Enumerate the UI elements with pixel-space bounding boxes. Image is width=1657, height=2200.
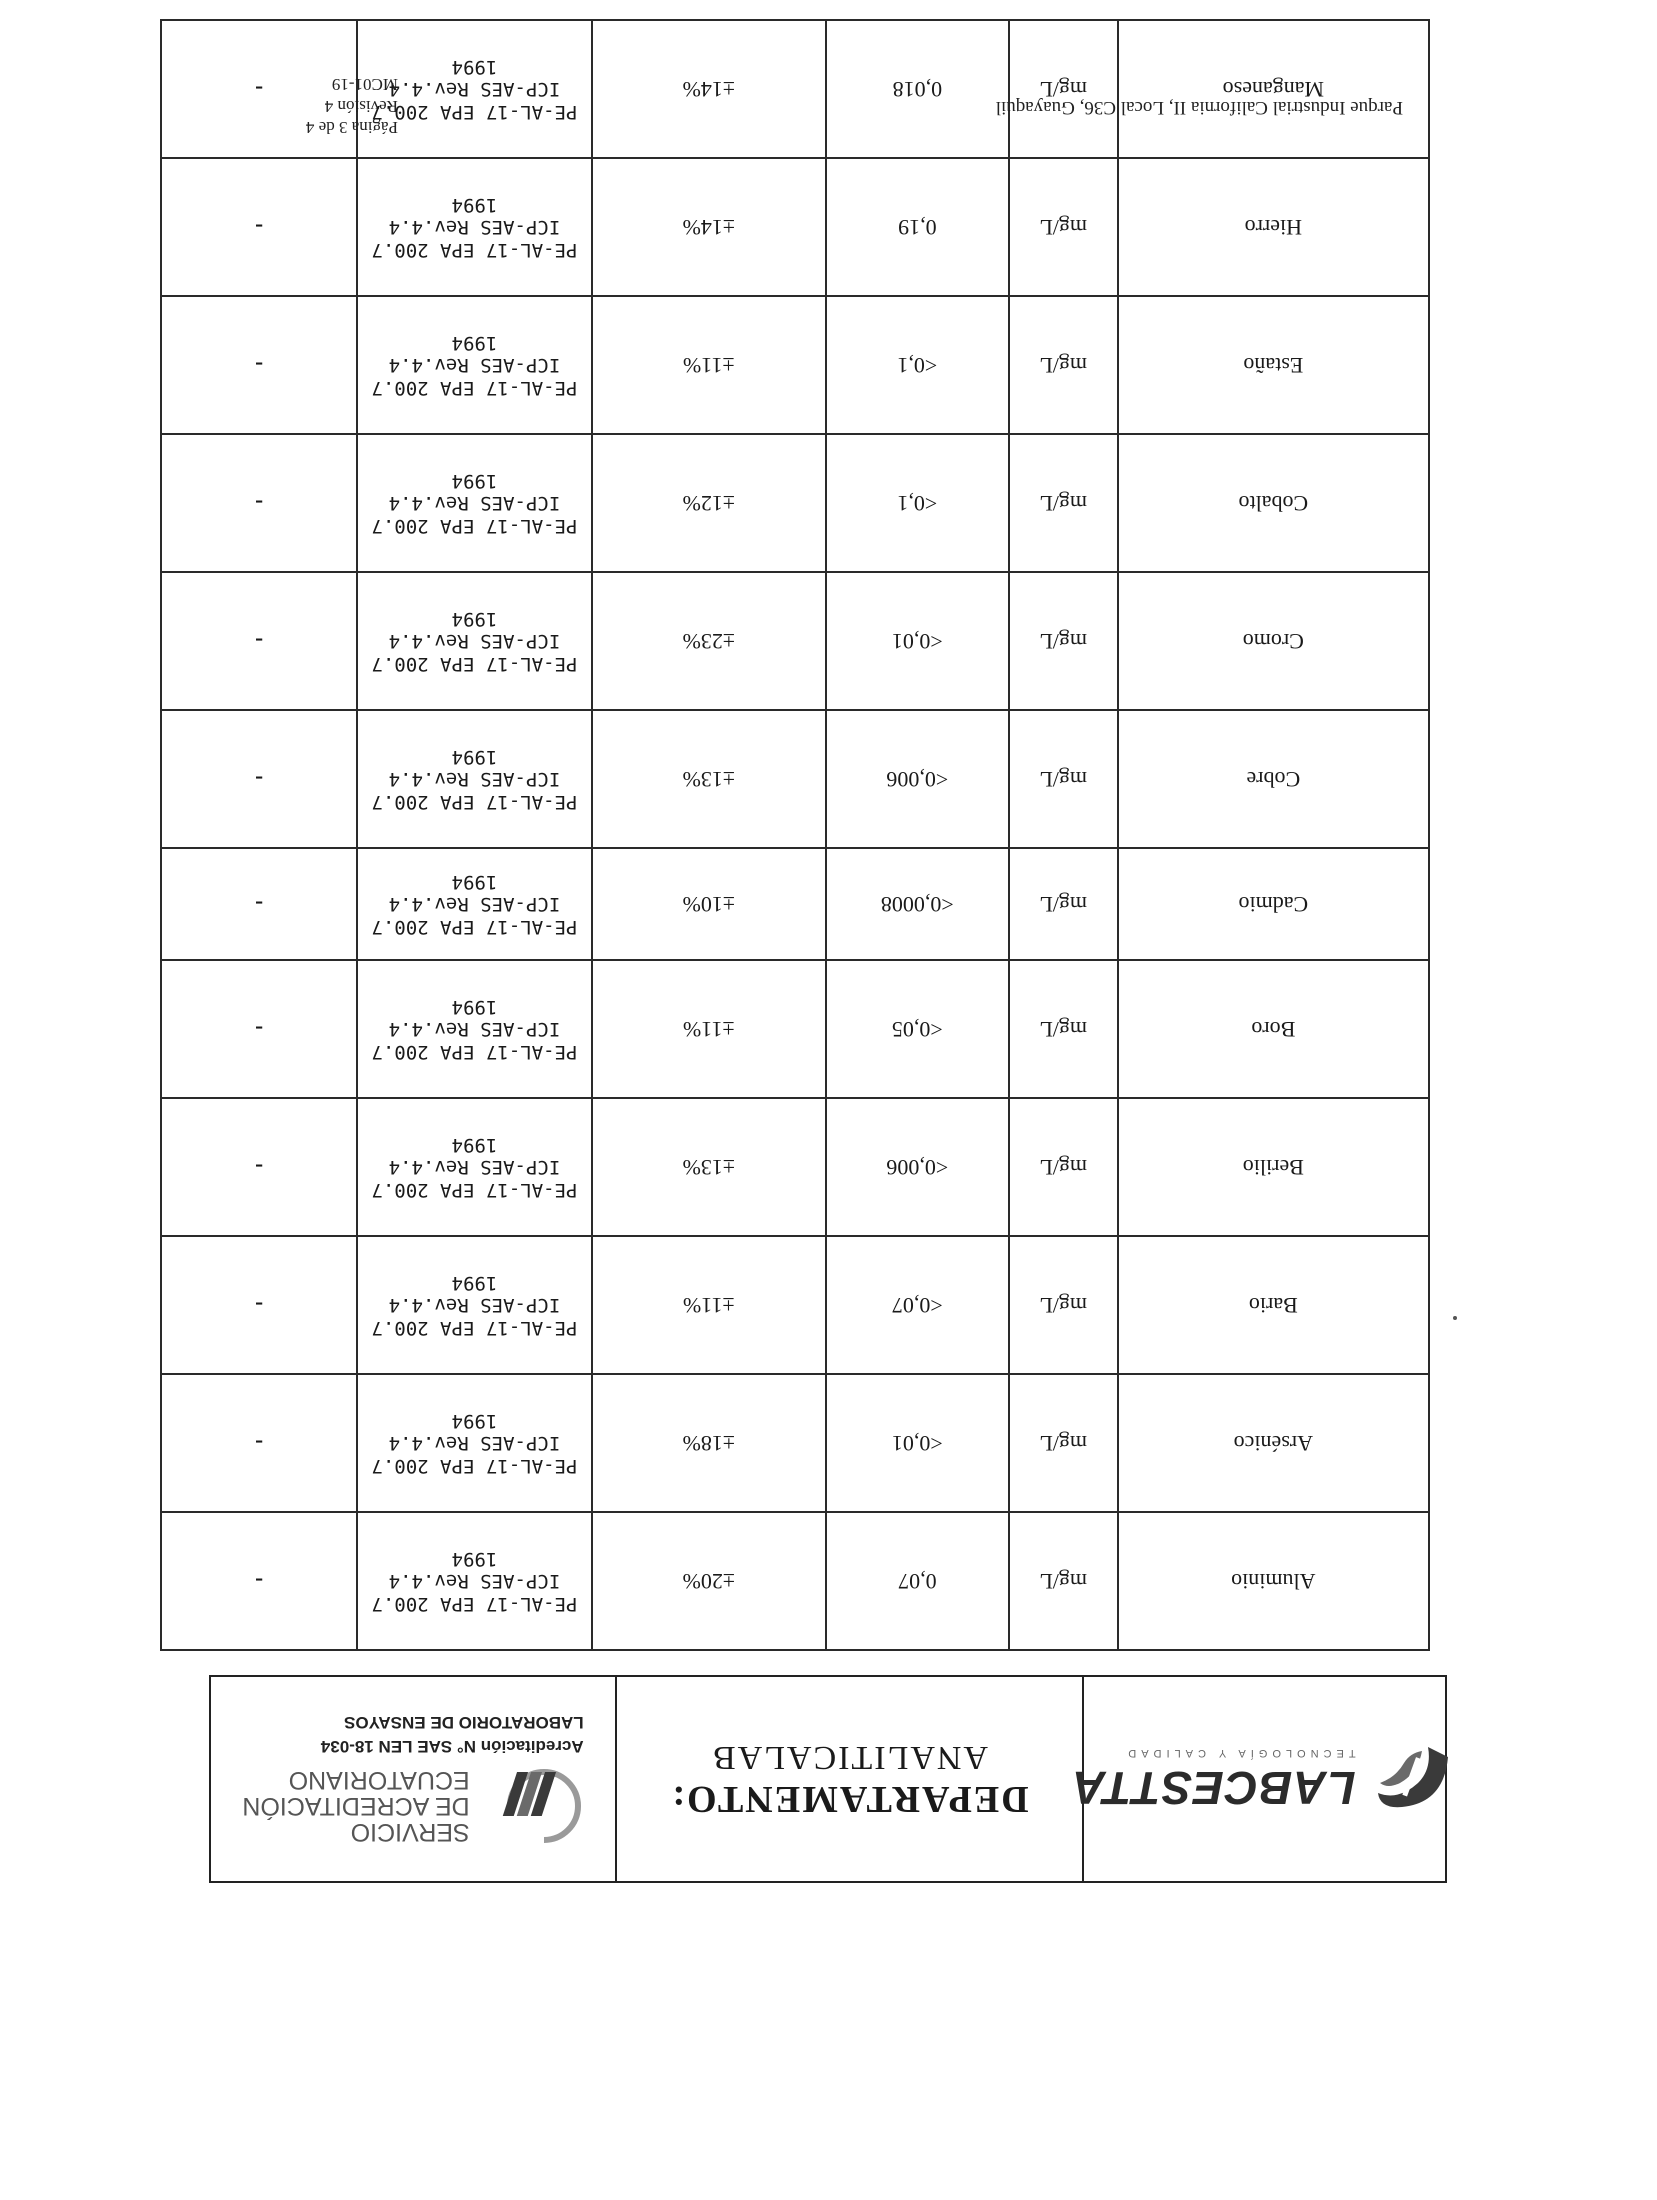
value-cell: <0,01 <box>826 1374 1009 1512</box>
table-row <box>161 848 1429 960</box>
method-cell <box>357 848 591 960</box>
parameter-cell: Boro <box>1118 960 1429 1098</box>
table-row <box>161 1374 1429 1512</box>
unit-cell: mg/L <box>1009 1512 1118 1650</box>
method-line: PE-AL-17 EPA 200.7 <box>371 1593 578 1616</box>
uncertainty-cell: ±23% <box>592 572 826 710</box>
method-line: ICP-AES Rev.4.4 <box>388 630 561 653</box>
value-cell: <0,006 <box>826 1098 1009 1236</box>
note-cell: - <box>161 960 357 1098</box>
scan-speck <box>1453 1316 1457 1320</box>
table-row <box>161 434 1429 572</box>
method-line: 1994 <box>451 331 498 354</box>
value-cell: <0,05 <box>826 960 1009 1098</box>
table-row <box>161 710 1429 848</box>
method-line: PE-AL-17 EPA 200.7 <box>371 791 578 814</box>
value-cell: 0,018 <box>826 20 1009 158</box>
parameter-cell: Estaño <box>1118 296 1429 434</box>
value-cell: <0,0008 <box>826 848 1009 960</box>
unit-cell: mg/L <box>1009 572 1118 710</box>
accreditation-type: LABORATORIO DE ENSAYOS <box>344 1713 584 1732</box>
note-cell: - <box>161 434 357 572</box>
department-block <box>615 1677 1082 1881</box>
method-cell <box>357 1098 591 1236</box>
method-line: ICP-AES Rev.4.4 <box>388 768 561 791</box>
uncertainty-cell: ±18% <box>592 1374 826 1512</box>
uncertainty-cell: ±13% <box>592 710 826 848</box>
report-header <box>209 1675 1447 1883</box>
method-line: PE-AL-17 EPA 200.7 <box>371 101 578 124</box>
accreditation-number: Acreditación N° SAE LEN 18-034 <box>320 1737 584 1756</box>
method-line: ICP-AES Rev.4.4 <box>388 78 561 101</box>
method-line: ICP-AES Rev.4.4 <box>388 216 561 239</box>
method-cell <box>357 296 591 434</box>
sae-name-line-3: ECUATORIANO <box>288 1765 470 1794</box>
department-label: DEPARTAMENTO: <box>670 1778 1029 1821</box>
results-table <box>160 19 1430 1651</box>
uncertainty-cell: ±11% <box>592 296 826 434</box>
method-line: 1994 <box>451 55 498 78</box>
method-line: PE-AL-17 EPA 200.7 <box>371 916 578 939</box>
method-line: 1994 <box>451 870 498 893</box>
method-line: PE-AL-17 EPA 200.7 <box>371 1317 578 1340</box>
uncertainty-cell: ±20% <box>592 1512 826 1650</box>
method-line: PE-AL-17 EPA 200.7 <box>371 239 578 262</box>
method-line: 1994 <box>451 607 498 630</box>
method-cell <box>357 572 591 710</box>
table-row <box>161 572 1429 710</box>
note-cell: - <box>161 572 357 710</box>
value-cell: <0,1 <box>826 296 1009 434</box>
note-cell: - <box>161 158 357 296</box>
method-line: PE-AL-17 EPA 200.7 <box>371 1041 578 1064</box>
value-cell: <0,07 <box>826 1236 1009 1374</box>
parameter-cell: Cobalto <box>1118 434 1429 572</box>
uncertainty-cell: ±13% <box>592 1098 826 1236</box>
method-line: ICP-AES Rev.4.4 <box>388 354 561 377</box>
method-line: ICP-AES Rev.4.4 <box>388 1570 561 1593</box>
uncertainty-cell: ±11% <box>592 1236 826 1374</box>
page-number: Página 3 de 4 <box>305 118 398 137</box>
parameter-cell: Cobre <box>1118 710 1429 848</box>
note-cell: - <box>161 848 357 960</box>
table-row <box>161 960 1429 1098</box>
unit-cell: mg/L <box>1009 296 1118 434</box>
parameter-cell: Manganeso <box>1118 20 1429 158</box>
note-cell: - <box>161 20 357 158</box>
unit-cell: mg/L <box>1009 710 1118 848</box>
method-line: 1994 <box>451 1409 498 1432</box>
note-cell: - <box>161 296 357 434</box>
parameter-cell: Berilio <box>1118 1098 1429 1236</box>
uncertainty-cell: ±14% <box>592 158 826 296</box>
method-line: 1994 <box>451 995 498 1018</box>
method-line: 1994 <box>451 1271 498 1294</box>
parameter-cell: Aluminio <box>1118 1512 1429 1650</box>
parameter-cell: Bario <box>1118 1236 1429 1374</box>
labcestta-emblem-icon <box>1370 1735 1458 1823</box>
method-cell <box>357 158 591 296</box>
unit-cell: mg/L <box>1009 158 1118 296</box>
parameter-cell: Hierro <box>1118 158 1429 296</box>
sae-name-line-1: SERVICIO <box>350 1818 470 1847</box>
value-cell: <0,006 <box>826 710 1009 848</box>
method-cell <box>357 1512 591 1650</box>
method-line: PE-AL-17 EPA 200.7 <box>371 653 578 676</box>
unit-cell: mg/L <box>1009 1098 1118 1236</box>
table-row <box>161 296 1429 434</box>
company-name: LABCESTTA <box>1071 1762 1356 1814</box>
method-line: PE-AL-17 EPA 200.7 <box>371 515 578 538</box>
method-line: ICP-AES Rev.4.4 <box>388 1156 561 1179</box>
method-line: 1994 <box>451 193 498 216</box>
method-line: ICP-AES Rev.4.4 <box>388 893 561 916</box>
method-cell <box>357 960 591 1098</box>
labcestta-logo <box>1071 1677 1445 1881</box>
method-cell <box>357 710 591 848</box>
method-line: 1994 <box>451 1547 498 1570</box>
method-line: 1994 <box>451 745 498 768</box>
table-row <box>161 1236 1429 1374</box>
method-line: ICP-AES Rev.4.4 <box>388 1432 561 1455</box>
note-cell: - <box>161 1236 357 1374</box>
unit-cell: mg/L <box>1009 1374 1118 1512</box>
method-line: ICP-AES Rev.4.4 <box>388 492 561 515</box>
value-cell: <0,01 <box>826 572 1009 710</box>
sae-name-line-2: DE ACREDITACIÓN <box>242 1792 470 1821</box>
uncertainty-cell: ±10% <box>592 848 826 960</box>
uncertainty-cell: ±11% <box>592 960 826 1098</box>
sae-accreditation-block <box>211 1677 615 1881</box>
note-cell: - <box>161 710 357 848</box>
table-row <box>161 158 1429 296</box>
method-line: PE-AL-17 EPA 200.7 <box>371 1179 578 1202</box>
value-cell: 0,07 <box>826 1512 1009 1650</box>
note-cell: - <box>161 1512 357 1650</box>
parameter-cell: Cadmio <box>1118 848 1429 960</box>
value-cell: 0,19 <box>826 158 1009 296</box>
method-line: PE-AL-17 EPA 200.7 <box>371 377 578 400</box>
note-cell: - <box>161 1098 357 1236</box>
uncertainty-cell: ±12% <box>592 434 826 572</box>
table-row <box>161 1098 1429 1236</box>
unit-cell: mg/L <box>1009 848 1118 960</box>
unit-cell: mg/L <box>1009 1236 1118 1374</box>
revision-number: Revisión 4 <box>324 96 398 116</box>
method-line: ICP-AES Rev.4.4 <box>388 1018 561 1041</box>
method-cell <box>357 1236 591 1374</box>
parameter-cell: Cromo <box>1118 572 1429 710</box>
unit-cell: mg/L <box>1009 434 1118 572</box>
table-row <box>161 1512 1429 1650</box>
footer-address: Parque Industrial California II, Local C36, Guayaquil <box>995 97 1403 118</box>
method-line: ICP-AES Rev.4.4 <box>388 1294 561 1317</box>
method-line: 1994 <box>451 469 498 492</box>
value-cell: <0,1 <box>826 434 1009 572</box>
document-reference <box>258 74 398 138</box>
parameter-cell: Arsénico <box>1118 1374 1429 1512</box>
document-code: MC01-19 <box>331 75 398 95</box>
sae-emblem-icon <box>480 1766 584 1846</box>
company-tagline: TECNOLOGÍA Y CALIDAD <box>1123 1747 1356 1759</box>
note-cell: - <box>161 1374 357 1512</box>
method-cell <box>357 1374 591 1512</box>
method-cell <box>357 434 591 572</box>
uncertainty-cell: ±14% <box>592 20 826 158</box>
method-line: 1994 <box>451 1133 498 1156</box>
unit-cell: mg/L <box>1009 960 1118 1098</box>
unit-cell: mg/L <box>1009 20 1118 158</box>
department-name: ANALITICALAB <box>710 1738 989 1776</box>
method-line: PE-AL-17 EPA 200.7 <box>371 1455 578 1478</box>
